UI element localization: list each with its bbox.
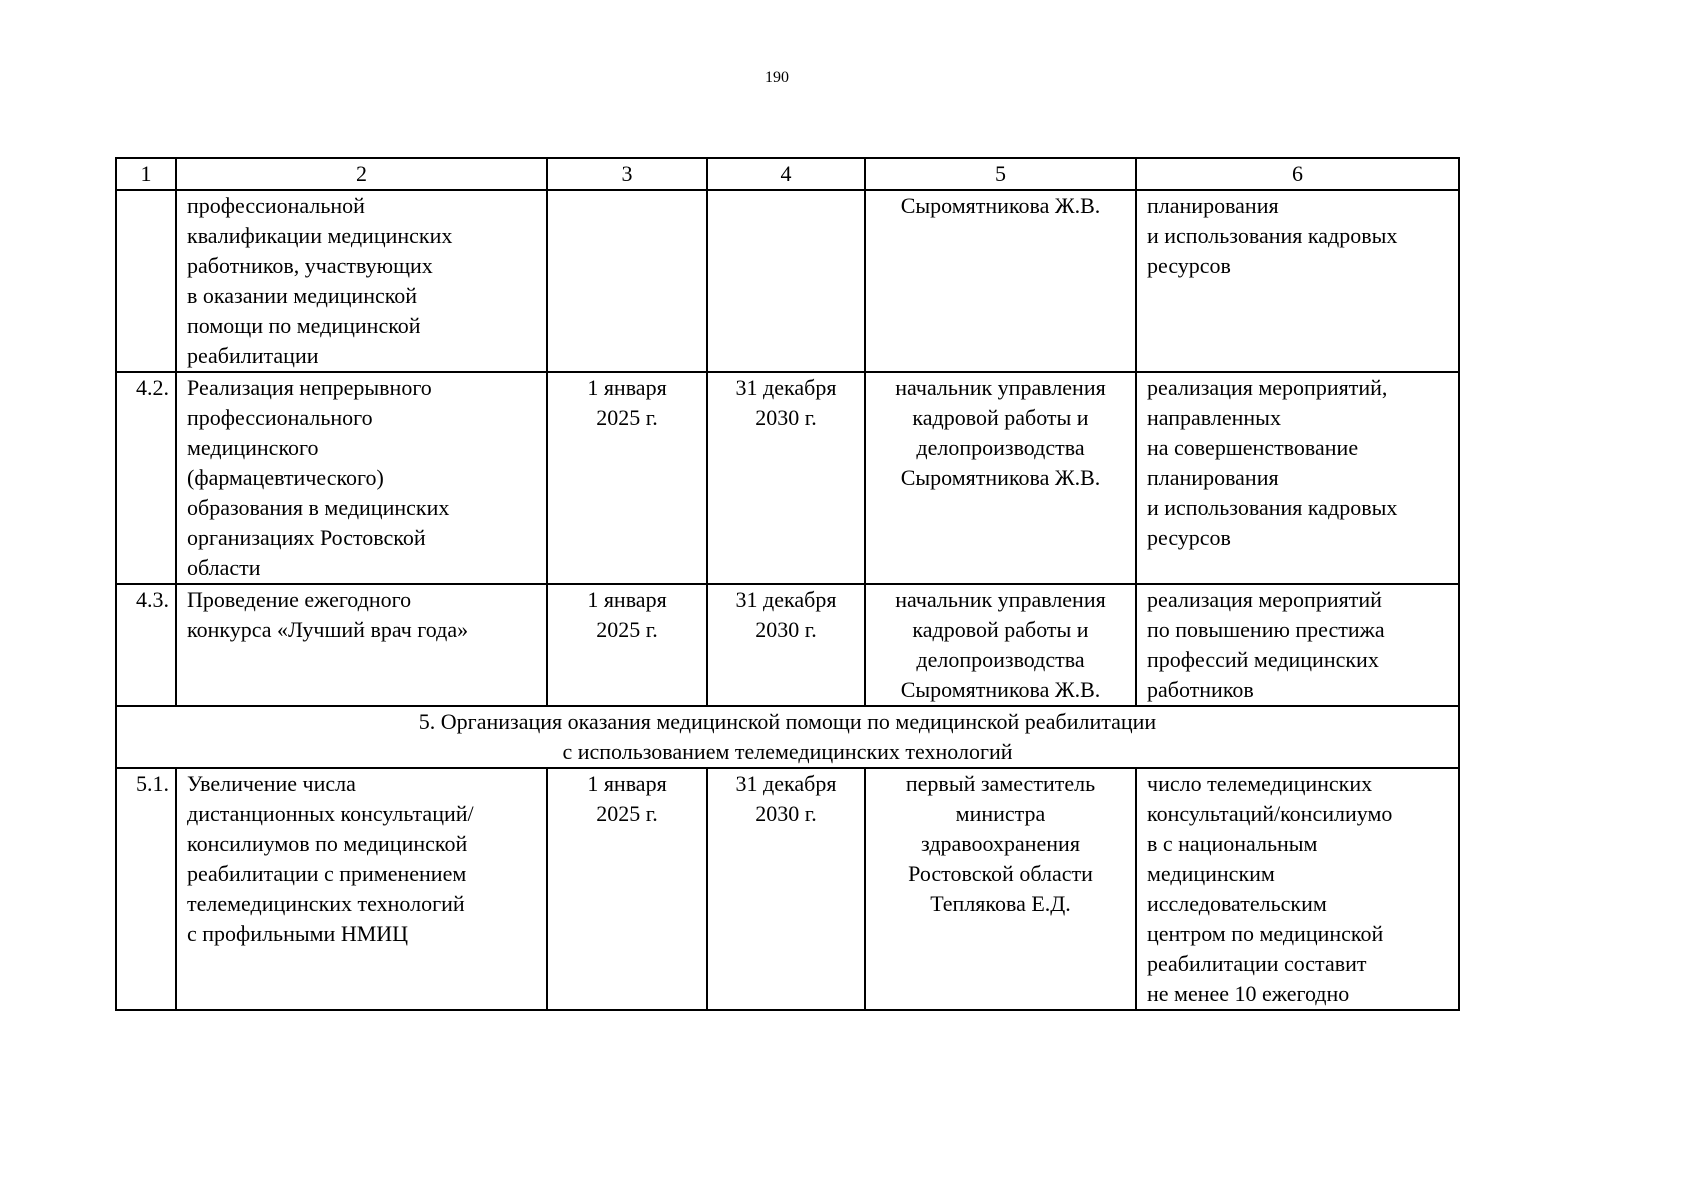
table-header-row: [116, 158, 1459, 190]
section-header-row: [116, 706, 1459, 768]
responsible-cell: первый заместитель министра здравоохранения Ростовской области Теплякова Е.Д.: [865, 768, 1136, 1010]
end-date-cell: 31 декабря 2030 г.: [707, 768, 865, 1010]
responsible-cell: начальник управления кадровой работы и делопроизводства Сыромятникова Ж.В.: [865, 372, 1136, 584]
result-cell: реализация мероприятий по повышению престижа профессий медицинских работников: [1136, 584, 1459, 706]
result-cell: реализация мероприятий, направленных на совершенствование планирования и использования кадровых ресурсов: [1136, 372, 1459, 584]
table-row: [116, 372, 1459, 584]
row-number: 4.3.: [116, 584, 176, 706]
column-header-5: 5: [865, 158, 1136, 190]
column-header-3: 3: [547, 158, 707, 190]
responsible-cell: Сыромятникова Ж.В.: [865, 190, 1136, 372]
result-cell: число телемедицинских консультаций/консилиумо в с национальным медицинским исследовательским центром по медицинской реабилитации составит не менее 10 ежегодно: [1136, 768, 1459, 1010]
row-number: 5.1.: [116, 768, 176, 1010]
table-row: [116, 584, 1459, 706]
column-header-4: 4: [707, 158, 865, 190]
row-number: 4.2.: [116, 372, 176, 584]
action-cell: Реализация непрерывного профессионального медицинского (фармацевтического) образования в медицинских организациях Ростовской области: [176, 372, 547, 584]
end-date-cell: 31 декабря 2030 г.: [707, 372, 865, 584]
column-header-2: 2: [176, 158, 547, 190]
start-date-cell: 1 января 2025 г.: [547, 768, 707, 1010]
start-date-cell: [547, 190, 707, 372]
end-date-cell: [707, 190, 865, 372]
row-number: [116, 190, 176, 372]
table-row: [116, 190, 1459, 372]
result-cell: планирования и использования кадровых ресурсов: [1136, 190, 1459, 372]
end-date-cell: 31 декабря 2030 г.: [707, 584, 865, 706]
action-cell: Увеличение числа дистанционных консультаций/ консилиумов по медицинской реабилитации с применением телемедицинских технологий с профильными НМИЦ: [176, 768, 547, 1010]
responsible-cell: начальник управления кадровой работы и делопроизводства Сыромятникова Ж.В.: [865, 584, 1136, 706]
action-cell: Проведение ежегодного конкурса «Лучший врач года»: [176, 584, 547, 706]
column-header-6: 6: [1136, 158, 1459, 190]
action-plan-table: [115, 157, 1460, 1011]
column-header-1: 1: [116, 158, 176, 190]
start-date-cell: 1 января 2025 г.: [547, 584, 707, 706]
action-cell: профессиональной квалификации медицинских работников, участвующих в оказании медицинской помощи по медицинской реабилитации: [176, 190, 547, 372]
section-title: 5. Организация оказания медицинской помощи по медицинской реабилитации с использованием телемедицинских технологий: [116, 706, 1459, 768]
table-row: [116, 768, 1459, 1010]
start-date-cell: 1 января 2025 г.: [547, 372, 707, 584]
page-number: 190: [765, 69, 789, 86]
